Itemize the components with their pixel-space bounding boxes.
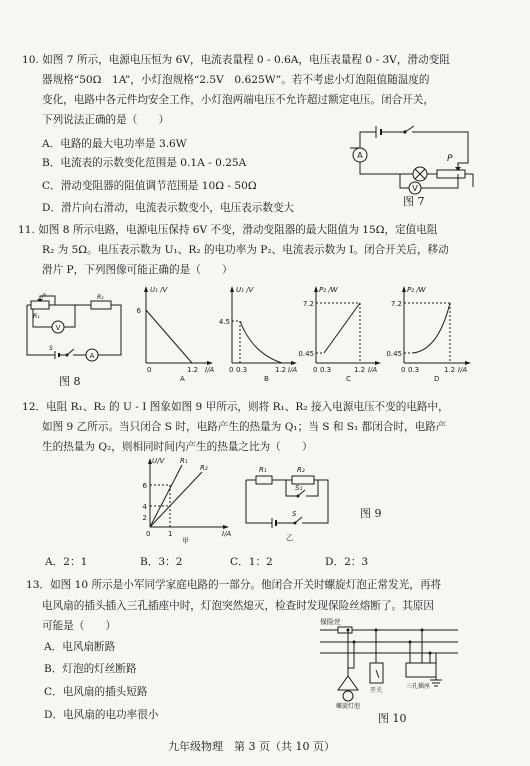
page-footer: 九年级物理 第 3 页（共 10 页）: [168, 740, 335, 753]
fig9-yi-label-r2: R₂: [297, 466, 305, 474]
fig8-label-s: S: [49, 345, 53, 352]
graph-b-xtick-12: 1.2: [275, 366, 287, 374]
q13-option-a[interactable]: A．电风扇断路: [44, 641, 116, 653]
fig9-jia-ytick-6: 6: [142, 482, 147, 490]
line-r1: [150, 465, 182, 527]
q11-line-2: R₂ 为 5Ω。电压表示数为 U₁、R₂ 的电功率为 P₂、电流表示数为 I。闭合开关后，移动: [42, 244, 449, 256]
fig8-label-r1: R₁: [33, 313, 40, 320]
graph-c-xtick-12: 1.2: [354, 366, 366, 374]
q12-option-d[interactable]: D．2：3: [325, 556, 369, 568]
q11-graph-c: [298, 283, 382, 383]
fig9-jia-xlabel: I/A: [222, 530, 232, 538]
fig9-jia-ytick-2: 2: [142, 514, 147, 522]
q12-line-3: 生的热量为 Q₂，则相同时间内产生的热量之比为（ ）: [42, 441, 313, 453]
line-r2: [150, 472, 202, 527]
figure-9-graph-jia: [138, 455, 233, 545]
graph-b-curve: [240, 321, 282, 363]
graph-b-ylabel: U₁ /V: [236, 286, 254, 294]
graph-c-ytick-72: 7.2: [302, 300, 314, 308]
q13-line-2: 电风扇的插头插入三孔插座中时，灯泡突然熄灭，检查时发现保险丝熔断了。其原因: [42, 600, 434, 612]
graph-c-ytick-045: 0.45: [298, 350, 314, 358]
graph-c-xtick-0: 0: [313, 366, 318, 374]
graph-d-letter: D: [434, 375, 440, 383]
q11-graph-a: [138, 283, 213, 383]
fig10-caption: 图 10: [378, 712, 407, 725]
q11-graph-d: [386, 283, 475, 383]
q10-line-3: 变化，电路中各元件均安全工作，小灯泡两端电压不允许超过额定电压。闭合开关，: [42, 94, 434, 106]
graph-a-xtick-0: 0: [147, 366, 152, 374]
q10-option-b[interactable]: B．电流表的示数变化范围是 0.1A - 0.25A: [42, 157, 247, 169]
graph-c-xtick-03: 0.3: [320, 366, 332, 374]
q12-option-a[interactable]: A．2：1: [45, 556, 88, 568]
graph-c-letter: C: [346, 375, 351, 383]
fig7-ammeter-label: A: [357, 151, 363, 160]
fig9-yi-caption: 乙: [286, 534, 293, 542]
graph-d-xtick-03: 0.3: [408, 366, 420, 374]
q12-line-2: 如图 9 乙所示。当只闭合 S 时，电路产生的热量为 Q₁；当 S 和 S₁ 都闭合时，电路产: [42, 421, 447, 433]
graph-b-ytick: 4.5: [218, 318, 230, 326]
q12-line-1: 12．电阻 R₁、R₂ 的 U - I 图象如图 9 甲所示，则将 R₁、R₂ 接入电源电压不变的电路中，: [22, 401, 449, 413]
fig9-jia-ylabel: U/V: [152, 457, 165, 465]
fig9-caption: 图 9: [360, 507, 382, 520]
fig9-yi-label-s: S: [292, 510, 297, 518]
q12-option-c[interactable]: C．1：2: [230, 556, 273, 568]
fig9-jia-xtick-0: 0: [146, 530, 151, 538]
q10-line-2: 器规格“50Ω 1A”，小灯泡规格“2.5V 0.625W”。若不考虑小灯泡阻值随温度的: [42, 74, 430, 86]
q11-line-3: 滑片 P，下列图像可能正确的是（ ）: [42, 264, 233, 276]
graph-a-xtick-12: 1.2: [187, 366, 199, 374]
graph-d-ytick-72: 7.2: [390, 300, 402, 308]
figure-10-household-circuit: [318, 618, 468, 708]
fig9-jia-label-r1: R₁: [180, 457, 188, 465]
fig9-yi-label-r1: R₁: [259, 466, 267, 474]
fig10-bulb-label: 螺旋灯泡: [336, 703, 361, 710]
q13-option-c[interactable]: C．电风扇的插头短路: [44, 686, 148, 698]
fig10-socket-label: 三孔插座: [406, 683, 431, 690]
fig9-jia-label-r2: R₂: [200, 464, 208, 472]
fig7-voltmeter-label: V: [412, 184, 418, 193]
fig8-label-a: A: [89, 352, 95, 360]
graph-c-ylabel: P₂ /W: [319, 286, 338, 294]
graph-a-ylabel: U₁ /V: [150, 286, 168, 294]
graph-d-curve: [412, 303, 450, 353]
fig8-label-r2: R₂: [97, 294, 104, 301]
graph-d-ytick-045: 0.45: [386, 350, 402, 358]
fig8-label-v: V: [55, 324, 61, 332]
q10-line-1: 10. 如图 7 所示，电源电压恒为 6V，电流表量程 0 - 0.6A，电压表量程 0 - 3V，滑动变阻: [22, 54, 450, 66]
fig9-jia-ytick-4: 4: [142, 503, 147, 511]
graph-d-ylabel: P₂ /W: [407, 286, 426, 294]
fig10-switch-label: 开关: [370, 687, 383, 694]
figure-8-circuit: [25, 293, 135, 373]
fig7-slider-label: P: [447, 154, 453, 164]
fig10-fuse-label: 保险丝: [320, 618, 341, 626]
q12-option-b[interactable]: B．3：2: [140, 556, 183, 568]
q10-option-a[interactable]: A．电路的最大电功率是 3.6W: [42, 138, 187, 150]
fig9-jia-caption: 甲: [182, 537, 189, 545]
figure-9-circuit-yi: [240, 460, 340, 545]
q10-option-c[interactable]: C．滑动变阻器的阻值调节范围是 10Ω - 50Ω: [42, 180, 257, 192]
graph-a-ytick-6: 6: [136, 307, 141, 315]
graph-b-xtick-03: 0.3: [236, 366, 248, 374]
graph-c-xlabel: I/A: [368, 366, 378, 374]
q13-option-b[interactable]: B．灯泡的灯丝断路: [44, 663, 137, 675]
q13-option-d[interactable]: D．电风扇的电功率很小: [44, 709, 159, 721]
q13-line-3: 可能是（ ）: [42, 620, 117, 632]
graph-a-xlabel: I/A: [205, 366, 215, 374]
fig8-caption: 图 8: [59, 375, 81, 388]
graph-b-letter: B: [264, 375, 269, 383]
q10-option-d[interactable]: D．滑片向右滑动，电流表示数变小，电压表示数变大: [42, 202, 295, 214]
graph-b-xtick-0: 0: [229, 366, 234, 374]
fig8-label-p: P: [42, 293, 46, 300]
fig7-caption: 图 7: [403, 195, 425, 208]
graph-d-xlabel: I/A: [458, 366, 468, 374]
graph-d-xtick-12: 1.2: [444, 366, 456, 374]
q13-line-1: 13．如图 10 所示是小军同学家庭电路的一部分。他闭合开关时螺旋灯泡正常发光，再将: [26, 579, 442, 591]
q10-line-4: 下列说法正确的是（ ）: [42, 114, 170, 126]
graph-a-line: [146, 310, 192, 363]
q11-line-1: 11. 如图 8 所示电路，电源电压保持 6V 不变，滑动变阻器的最大阻值为 15Ω，定值电阻: [18, 224, 438, 236]
graph-b-xlabel: I/A: [288, 366, 298, 374]
graph-c-line: [324, 303, 360, 353]
fig9-jia-xtick-1: 1: [168, 530, 173, 538]
graph-d-xtick-0: 0: [401, 366, 406, 374]
fig9-yi-label-s1: S₁: [295, 484, 303, 492]
q11-graph-b: [218, 283, 298, 383]
graph-a-letter: A: [180, 375, 185, 383]
